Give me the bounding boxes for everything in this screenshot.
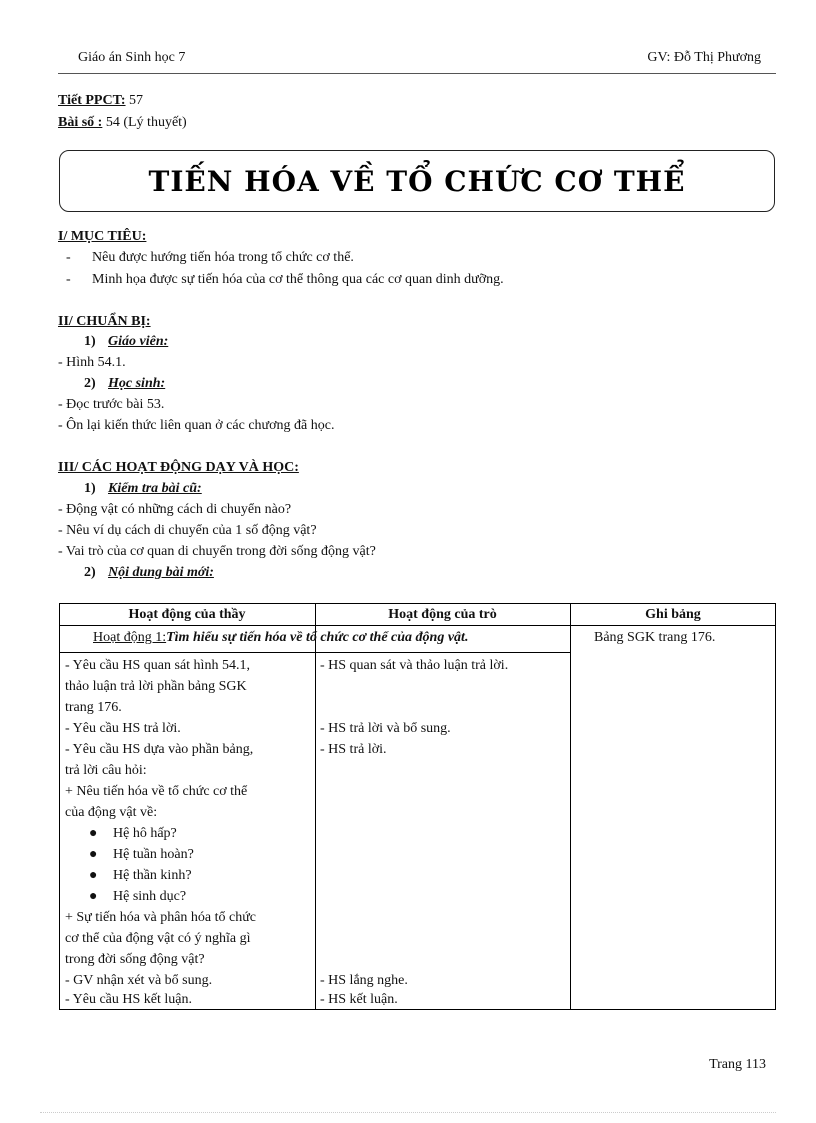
teacher-bullet: ● Hệ sinh dục? xyxy=(89,886,186,907)
teacher-line: + Sự tiến hóa và phân hóa tổ chức xyxy=(65,910,257,925)
teacher-bullet: ● Hệ tuần hoàn? xyxy=(89,844,194,865)
header-right: GV: Đỗ Thị Phương xyxy=(647,50,761,65)
bai-so xyxy=(58,115,187,131)
lesson-table xyxy=(59,603,776,1010)
sub-giao-vien: 1) Giáo viên: xyxy=(84,334,169,349)
section-muc-tieu: I/ MỤC TIÊU: xyxy=(58,229,147,244)
tiet-value: 57 xyxy=(125,93,144,108)
muc-tieu-item: - Nêu được hướng tiến hóa trong tổ chức cơ thể. xyxy=(66,250,354,265)
header-divider xyxy=(58,73,776,74)
page-title: TIẾN HÓA VỀ TỔ CHỨC CƠ THỂ xyxy=(148,164,686,198)
bai-label: Bài số : xyxy=(58,115,103,130)
tiet-label: Tiết PPCT: xyxy=(58,93,126,108)
teacher-line: cơ thể của động vật có ý nghĩa gì xyxy=(65,931,251,946)
teacher-bullet: ● Hệ thần kinh? xyxy=(89,865,192,886)
ghi-bang-text: Bảng SGK trang 176. xyxy=(594,630,716,645)
teacher-bullet: ● Hệ hô hấp? xyxy=(89,823,177,844)
bai-value: 54 (Lý thuyết) xyxy=(102,115,187,130)
teacher-line: - Yêu cầu HS kết luận. xyxy=(65,992,192,1007)
bullet-icon: ● xyxy=(89,826,98,841)
hs-item: - Đọc trước bài 53. xyxy=(58,397,165,412)
col-header-board: Ghi bảng xyxy=(645,607,701,622)
student-line: - HS trả lời và bổ sung. xyxy=(320,721,451,736)
tiet-ppct xyxy=(58,93,143,109)
student-line: - HS quan sát và thảo luận trả lời. xyxy=(320,658,509,673)
student-line: - HS lắng nghe. xyxy=(320,973,408,988)
teacher-line: trong đời sống động vật? xyxy=(65,952,205,967)
sub-kiem-tra: 1) Kiểm tra bài cũ: xyxy=(84,481,202,496)
sub-hoc-sinh: 2) Học sinh: xyxy=(84,376,166,391)
title-box xyxy=(59,150,775,212)
page-number: Trang 113 xyxy=(709,1057,766,1072)
teacher-line: trả lời câu hỏi: xyxy=(65,763,147,778)
hs-item: - Ôn lại kiến thức liên quan ở các chương đã học. xyxy=(58,418,335,433)
header-left: Giáo án Sinh học 7 xyxy=(78,50,186,65)
page-bottom-divider xyxy=(40,1112,776,1113)
section-chuan-bi: II/ CHUẨN BỊ: xyxy=(58,314,151,329)
teacher-line: thảo luận trả lời phần bảng SGK xyxy=(65,679,247,694)
bullet-icon: ● xyxy=(89,847,98,862)
teacher-line: của động vật về: xyxy=(65,805,158,820)
teacher-line: trang 176. xyxy=(65,700,122,715)
col-header-teacher: Hoạt động của thầy xyxy=(128,607,246,622)
teacher-line: - Yêu cầu HS trả lời. xyxy=(65,721,181,736)
activity-title: Hoạt động 1:Tìm hiểu sự tiến hóa về tổ chức cơ thể của động vật. xyxy=(93,630,469,645)
student-line: - HS kết luận. xyxy=(320,992,398,1007)
ktbc-item: - Vai trò của cơ quan di chuyển trong đời sống động vật? xyxy=(58,544,376,559)
ktbc-item: - Nêu ví dụ cách di chuyển của 1 số động vật? xyxy=(58,523,317,538)
student-line: - HS trả lời. xyxy=(320,742,387,757)
teacher-line: + Nêu tiến hóa về tổ chức cơ thể xyxy=(65,784,248,799)
col-header-student: Hoạt động của trò xyxy=(388,607,497,622)
teacher-line: - Yêu cầu HS dựa vào phần bảng, xyxy=(65,742,254,757)
muc-tieu-item: - Minh họa được sự tiến hóa của cơ thể thông qua các cơ quan dinh dưỡng. xyxy=(66,272,504,287)
teacher-line: - Yêu cầu HS quan sát hình 54.1, xyxy=(65,658,250,673)
bullet-icon: ● xyxy=(89,889,98,904)
bullet-icon: ● xyxy=(89,868,98,883)
sub-noi-dung: 2) Nội dung bài mới: xyxy=(84,565,214,580)
teacher-line: - GV nhận xét và bổ sung. xyxy=(65,973,213,988)
ktbc-item: - Động vật có những cách di chuyển nào? xyxy=(58,502,292,517)
section-hoat-dong: III/ CÁC HOẠT ĐỘNG DẠY VÀ HỌC: xyxy=(58,460,299,475)
gv-item: - Hình 54.1. xyxy=(58,355,126,370)
